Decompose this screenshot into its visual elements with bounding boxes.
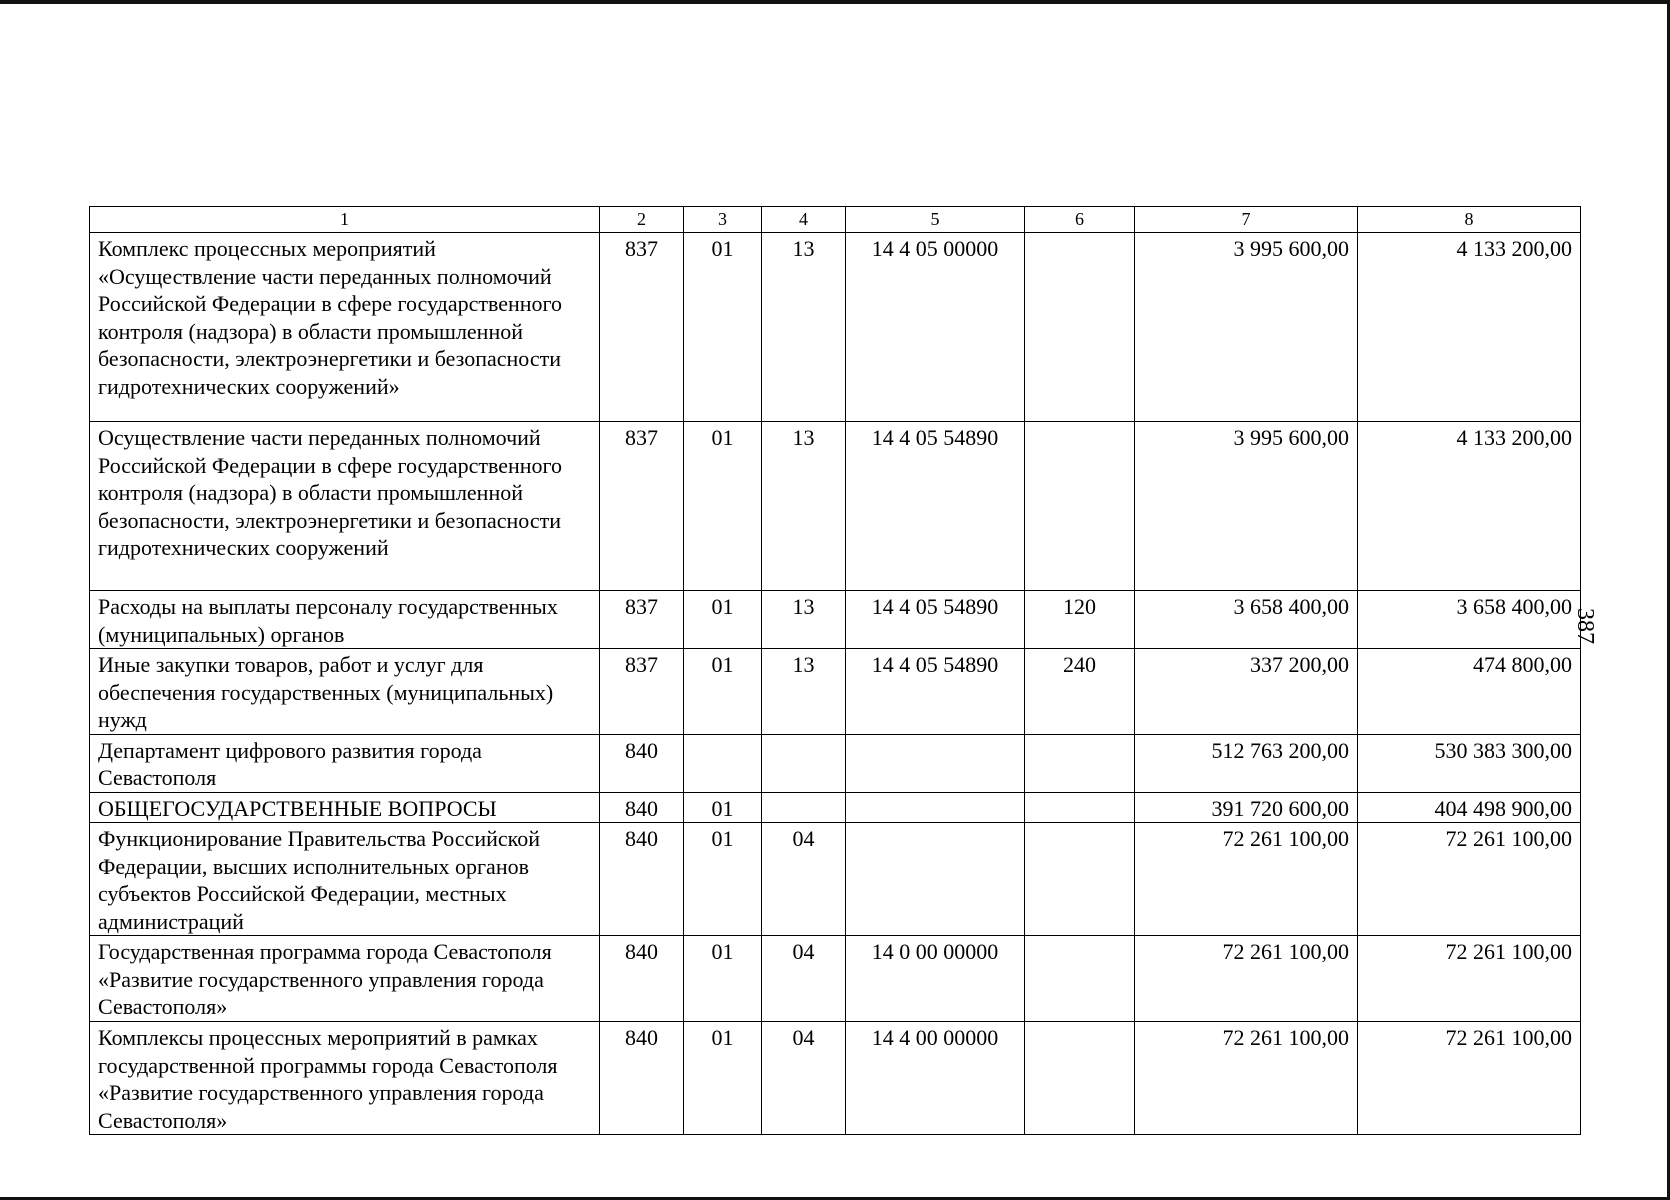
row-col7-cell: 72 261 100,00 (1135, 1022, 1358, 1135)
budget-table (89, 206, 1581, 1135)
row-col5-cell: 14 4 00 00000 (846, 1022, 1025, 1135)
row-col2-cell: 840 (600, 936, 684, 1022)
table-header-row (90, 207, 1581, 233)
row-name-cell: ОБЩЕГОСУДАРСТВЕННЫЕ ВОПРОСЫ (90, 792, 600, 823)
row-col6-cell (1025, 1022, 1135, 1135)
row-col3-cell: 01 (684, 792, 762, 823)
row-col8-cell: 404 498 900,00 (1358, 792, 1581, 823)
row-col5-cell (846, 792, 1025, 823)
row-col6-cell (1025, 792, 1135, 823)
row-name-cell: Расходы на выплаты персоналу государственных (муниципальных) органов (90, 591, 600, 649)
row-col5-cell: 14 4 05 54890 (846, 649, 1025, 735)
row-name-cell: Осуществление части переданных полномочий Российской Федерации в сфере государственного контроля (надзора) в области промышленной безопасности, электроэнергетики и безопасности гидротехнических сооружений (90, 422, 600, 591)
table-row (90, 649, 1581, 735)
table-row (90, 936, 1581, 1022)
row-col7-cell: 512 763 200,00 (1135, 734, 1358, 792)
row-col2-cell: 837 (600, 649, 684, 735)
row-col6-cell (1025, 823, 1135, 936)
row-col7-cell: 337 200,00 (1135, 649, 1358, 735)
row-col4-cell: 13 (762, 591, 846, 649)
row-col8-cell: 72 261 100,00 (1358, 823, 1581, 936)
row-col4-cell: 13 (762, 233, 846, 422)
row-col7-cell: 3 995 600,00 (1135, 422, 1358, 591)
row-col7-cell: 72 261 100,00 (1135, 936, 1358, 1022)
row-col3-cell: 01 (684, 422, 762, 591)
row-name-cell: Государственная программа города Севастополя «Развитие государственного управления города Севастополя» (90, 936, 600, 1022)
row-col2-cell: 837 (600, 591, 684, 649)
row-col8-cell: 72 261 100,00 (1358, 1022, 1581, 1135)
header-cell-6: 6 (1025, 207, 1135, 233)
table-row (90, 734, 1581, 792)
table-row (90, 233, 1581, 422)
header-cell-4: 4 (762, 207, 846, 233)
row-col3-cell: 01 (684, 1022, 762, 1135)
scan-border-top (0, 0, 1670, 4)
row-col7-cell: 3 995 600,00 (1135, 233, 1358, 422)
row-col6-cell: 240 (1025, 649, 1135, 735)
row-col2-cell: 837 (600, 422, 684, 591)
row-col8-cell: 4 133 200,00 (1358, 422, 1581, 591)
header-cell-7: 7 (1135, 207, 1358, 233)
row-col4-cell: 13 (762, 422, 846, 591)
page-number: 387 (1572, 608, 1598, 644)
row-name-cell: Комплекс процессных мероприятий «Осуществление части переданных полномочий Российской Федерации в сфере государственного контроля (надзора) в области промышленной безопасности, электроэнергетики и безопасности гидротехнических сооружений» (90, 233, 600, 422)
table-row (90, 422, 1581, 591)
row-col4-cell: 13 (762, 649, 846, 735)
row-col4-cell: 04 (762, 936, 846, 1022)
row-col6-cell (1025, 734, 1135, 792)
table-row (90, 792, 1581, 823)
table-row (90, 591, 1581, 649)
row-col3-cell: 01 (684, 936, 762, 1022)
row-col3-cell: 01 (684, 649, 762, 735)
row-col8-cell: 4 133 200,00 (1358, 233, 1581, 422)
row-col5-cell: 14 4 05 54890 (846, 422, 1025, 591)
row-col2-cell: 840 (600, 734, 684, 792)
row-col2-cell: 840 (600, 823, 684, 936)
row-col3-cell (684, 734, 762, 792)
row-col5-cell (846, 734, 1025, 792)
header-cell-3: 3 (684, 207, 762, 233)
row-col3-cell: 01 (684, 233, 762, 422)
row-name-cell: Иные закупки товаров, работ и услуг для обеспечения государственных (муниципальных) нужд (90, 649, 600, 735)
table-body (90, 207, 1581, 1135)
row-col8-cell: 72 261 100,00 (1358, 936, 1581, 1022)
row-col6-cell (1025, 936, 1135, 1022)
row-col4-cell: 04 (762, 1022, 846, 1135)
header-cell-8: 8 (1358, 207, 1581, 233)
header-cell-5: 5 (846, 207, 1025, 233)
row-col3-cell: 01 (684, 591, 762, 649)
row-col8-cell: 474 800,00 (1358, 649, 1581, 735)
row-name-cell: Департамент цифрового развития города Севастополя (90, 734, 600, 792)
row-col6-cell (1025, 233, 1135, 422)
row-col2-cell: 837 (600, 233, 684, 422)
header-cell-2: 2 (600, 207, 684, 233)
row-col8-cell: 3 658 400,00 (1358, 591, 1581, 649)
row-col3-cell: 01 (684, 823, 762, 936)
row-col7-cell: 391 720 600,00 (1135, 792, 1358, 823)
row-col8-cell: 530 383 300,00 (1358, 734, 1581, 792)
table-row (90, 823, 1581, 936)
row-col4-cell: 04 (762, 823, 846, 936)
row-col2-cell: 840 (600, 1022, 684, 1135)
row-col4-cell (762, 792, 846, 823)
row-col4-cell (762, 734, 846, 792)
row-col5-cell: 14 4 05 00000 (846, 233, 1025, 422)
row-col5-cell: 14 4 05 54890 (846, 591, 1025, 649)
row-col7-cell: 72 261 100,00 (1135, 823, 1358, 936)
row-col5-cell (846, 823, 1025, 936)
row-col5-cell: 14 0 00 00000 (846, 936, 1025, 1022)
row-col6-cell (1025, 422, 1135, 591)
row-name-cell: Функционирование Правительства Российской Федерации, высших исполнительных органов субъектов Российской Федерации, местных администраций (90, 823, 600, 936)
table-row (90, 1022, 1581, 1135)
row-col7-cell: 3 658 400,00 (1135, 591, 1358, 649)
header-cell-1: 1 (90, 207, 600, 233)
row-col2-cell: 840 (600, 792, 684, 823)
row-col6-cell: 120 (1025, 591, 1135, 649)
row-name-cell: Комплексы процессных мероприятий в рамках государственной программы города Севастополя «Развитие государственного управления города Севастополя» (90, 1022, 600, 1135)
